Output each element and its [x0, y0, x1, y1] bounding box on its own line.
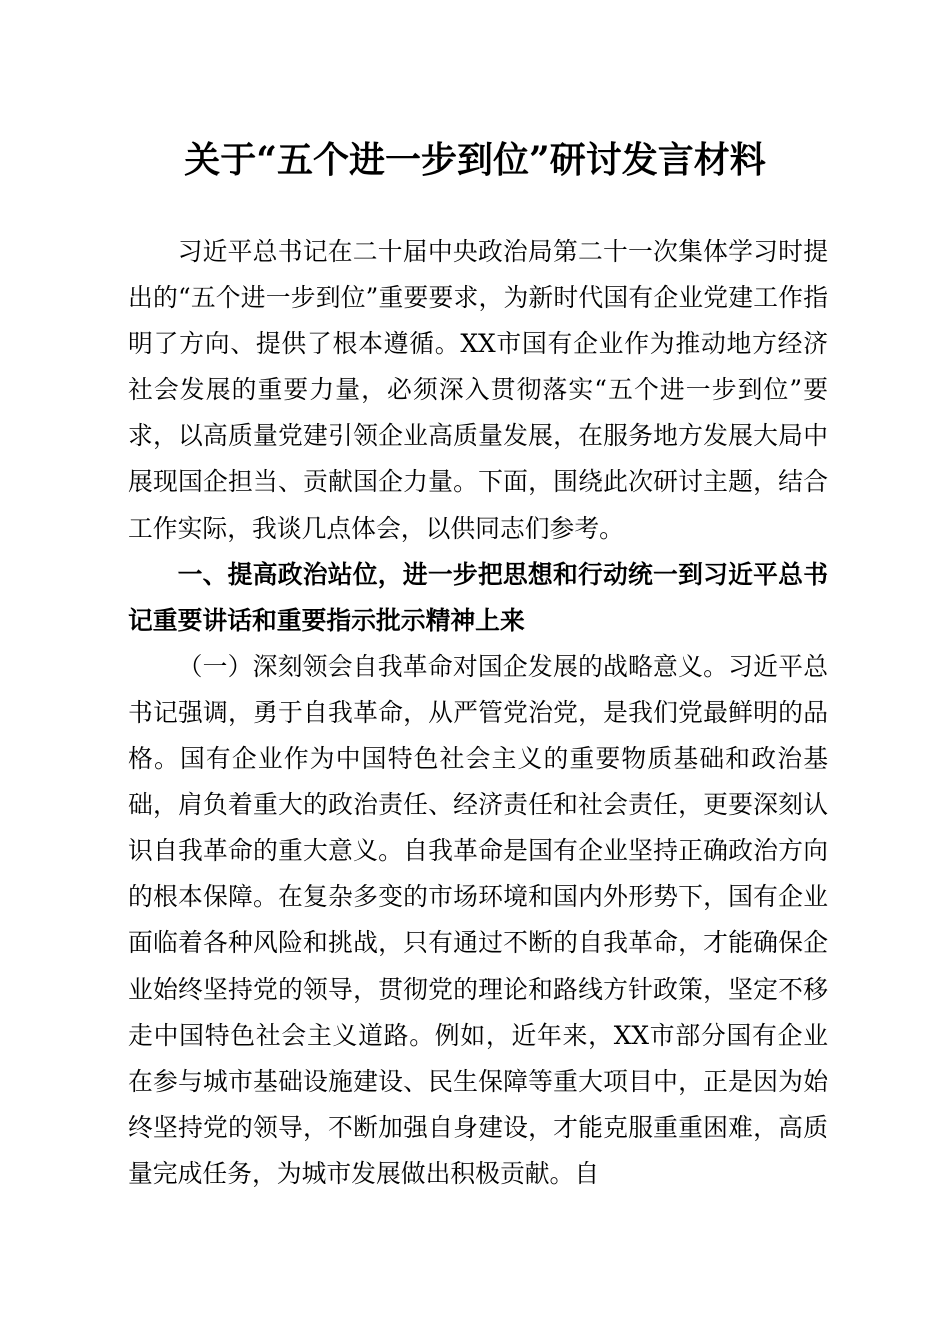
- subsection-paragraph-1: （一）深刻领会自我革命对国企发展的战略意义。习近平总书记强调，勇于自我革命，从严管党治党，是我们党最鲜明的品格。国有企业作为中国特色社会主义的重要物质基础和政治基础，肩负着重大的政治责任、经济责任和社会责任，更要深刻认识自我革命的重大意义。自我革命是国有企业坚持正确政治方向的根本保障。在复杂多变的市场环境和国内外形势下，国有企业面临着各种风险和挑战，只有通过不断的自我革命，才能确保企业始终坚持党的领导，贯彻党的理论和路线方针政策，坚定不移走中国特色社会主义道路。例如，近年来，XX市部分国有企业在参与城市基础设施建设、民生保障等重大项目中，正是因为始终坚持党的领导，不断加强自身建设，才能克服重重困难，高质量完成任务，为城市发展做出积极贡献。自: [128, 651, 828, 1188]
- document-title: 关于“五个进一步到位”研讨发言材料: [184, 139, 766, 181]
- intro-paragraph: 习近平总书记在二十届中央政治局第二十一次集体学习时提出的“五个进一步到位”重要要求，为新时代国有企业党建工作指明了方向、提供了根本遵循。XX市国有企业作为推动地方经济社会发展的重要力量，必须深入贯彻落实“五个进一步到位”要求，以高质量党建引领企业高质量发展，在服务地方发展大局中展现国企担当、贡献国企力量。下面，围绕此次研讨主题，结合工作实际，我谈几点体会，以供同志们参考。: [128, 237, 828, 543]
- section-heading-1: 一、提高政治站位，进一步把思想和行动统一到习近平总书记重要讲话和重要指示批示精神上来: [128, 559, 828, 635]
- document-body: [128, 229, 828, 1197]
